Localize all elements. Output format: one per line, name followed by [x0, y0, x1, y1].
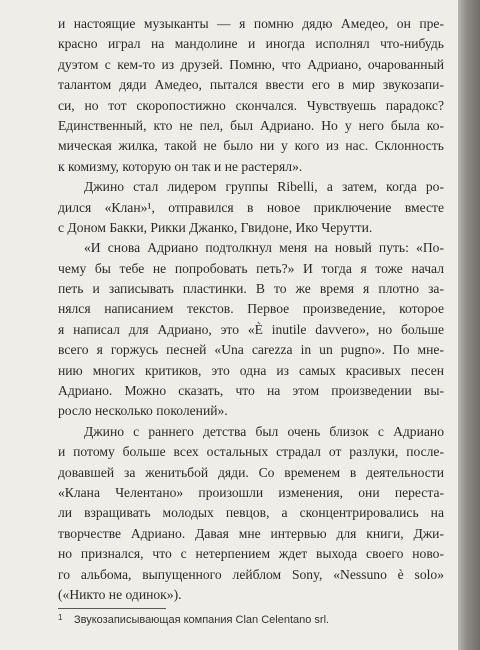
footnote: [58, 614, 444, 626]
text-line: я написал для Адриано, это «È inutile davvero», но больше: [58, 321, 444, 337]
text-line: нию многих критиков, это одна из самых красивых песен: [58, 362, 444, 378]
text-line: всего я горжусь песней «Una carezza in un pugno». По мне-: [58, 342, 444, 358]
text-line: ли взращивать молодых певцов, а сконцентрировались на: [58, 505, 444, 521]
text-line: «Клана Челентано» произошли изменения, они переста-: [58, 484, 444, 500]
text-line: творчестве Адриано. Давая мне интервью для книги, Джи-: [58, 525, 444, 541]
text-line: Единственный, кто не пел, был Адриано. Но у него была ко-: [58, 117, 444, 133]
text-line: к комизму, которую он так и не растерял».: [58, 158, 303, 174]
text-line: го альбома, выпущенного лейблом Sony, «Nessuno è solo»: [58, 566, 444, 582]
text-line: росло несколько поколений».: [58, 403, 228, 419]
text-line: но признался, что с нетерпением ждет выхода своего ново-: [58, 546, 444, 562]
text-line: дился «Клан»¹, отправился в новое приключение вместе: [58, 199, 444, 215]
text-line: красно играл на мандолине и иногда исполнял что-нибудь: [58, 36, 444, 52]
paragraph-first-line: Джино стал лидером группы Ribelli, а затем, когда ро-: [84, 179, 444, 195]
text-line: с Доном Бакки, Рикки Джанко, Гвидоне, Ико Черутти.: [58, 219, 373, 235]
text-line: («Никто не одинок»).: [58, 586, 182, 602]
text-line: талантом дяди Амедео, пытался ввести его в мир звукозапи-: [58, 77, 444, 93]
text-line: петь и записывать пластинки. В то же время я плотно за-: [58, 281, 444, 297]
text-line: нялся написанием текстов. Первое произведение, которое: [58, 301, 444, 317]
text-line: мическая жилка, такой не было ни у кого из нас. Склонность: [58, 138, 444, 154]
footnote-mark: 1: [58, 613, 63, 622]
page-edge: [458, 0, 480, 650]
paragraph-first-line: «И снова Адриано подтолкнул меня на новый путь: «По-: [84, 240, 444, 256]
text-line: довавшей за женитьбой дяди. Со временем в деятельности: [58, 464, 444, 480]
text-line: дуэтом с кем-то из друзей. Помню, что Адриано, очарованный: [58, 56, 444, 72]
text-line: и потому больше всех остальных страдал от разлуки, после-: [58, 444, 444, 460]
text-line: Адриано. Можно сказать, что на этом произведении вы-: [58, 383, 444, 399]
footnote-divider: [58, 608, 166, 609]
footnote-text: Звукозаписывающая компания Clan Celentano srl.: [74, 614, 330, 626]
text-line: и настоящие музыканты — я помню дядю Амедео, он пре-: [58, 16, 444, 31]
text-line: чему бы тебе не попробовать петь?» И тогда я тоже начал: [58, 260, 444, 276]
body-text: [58, 14, 444, 605]
text-line: си, но тот скоропостижно скончался. Чувствуешь парадокс?: [58, 97, 444, 113]
paragraph-first-line: Джино с раннего детства был очень близок с Адриано: [84, 423, 444, 439]
